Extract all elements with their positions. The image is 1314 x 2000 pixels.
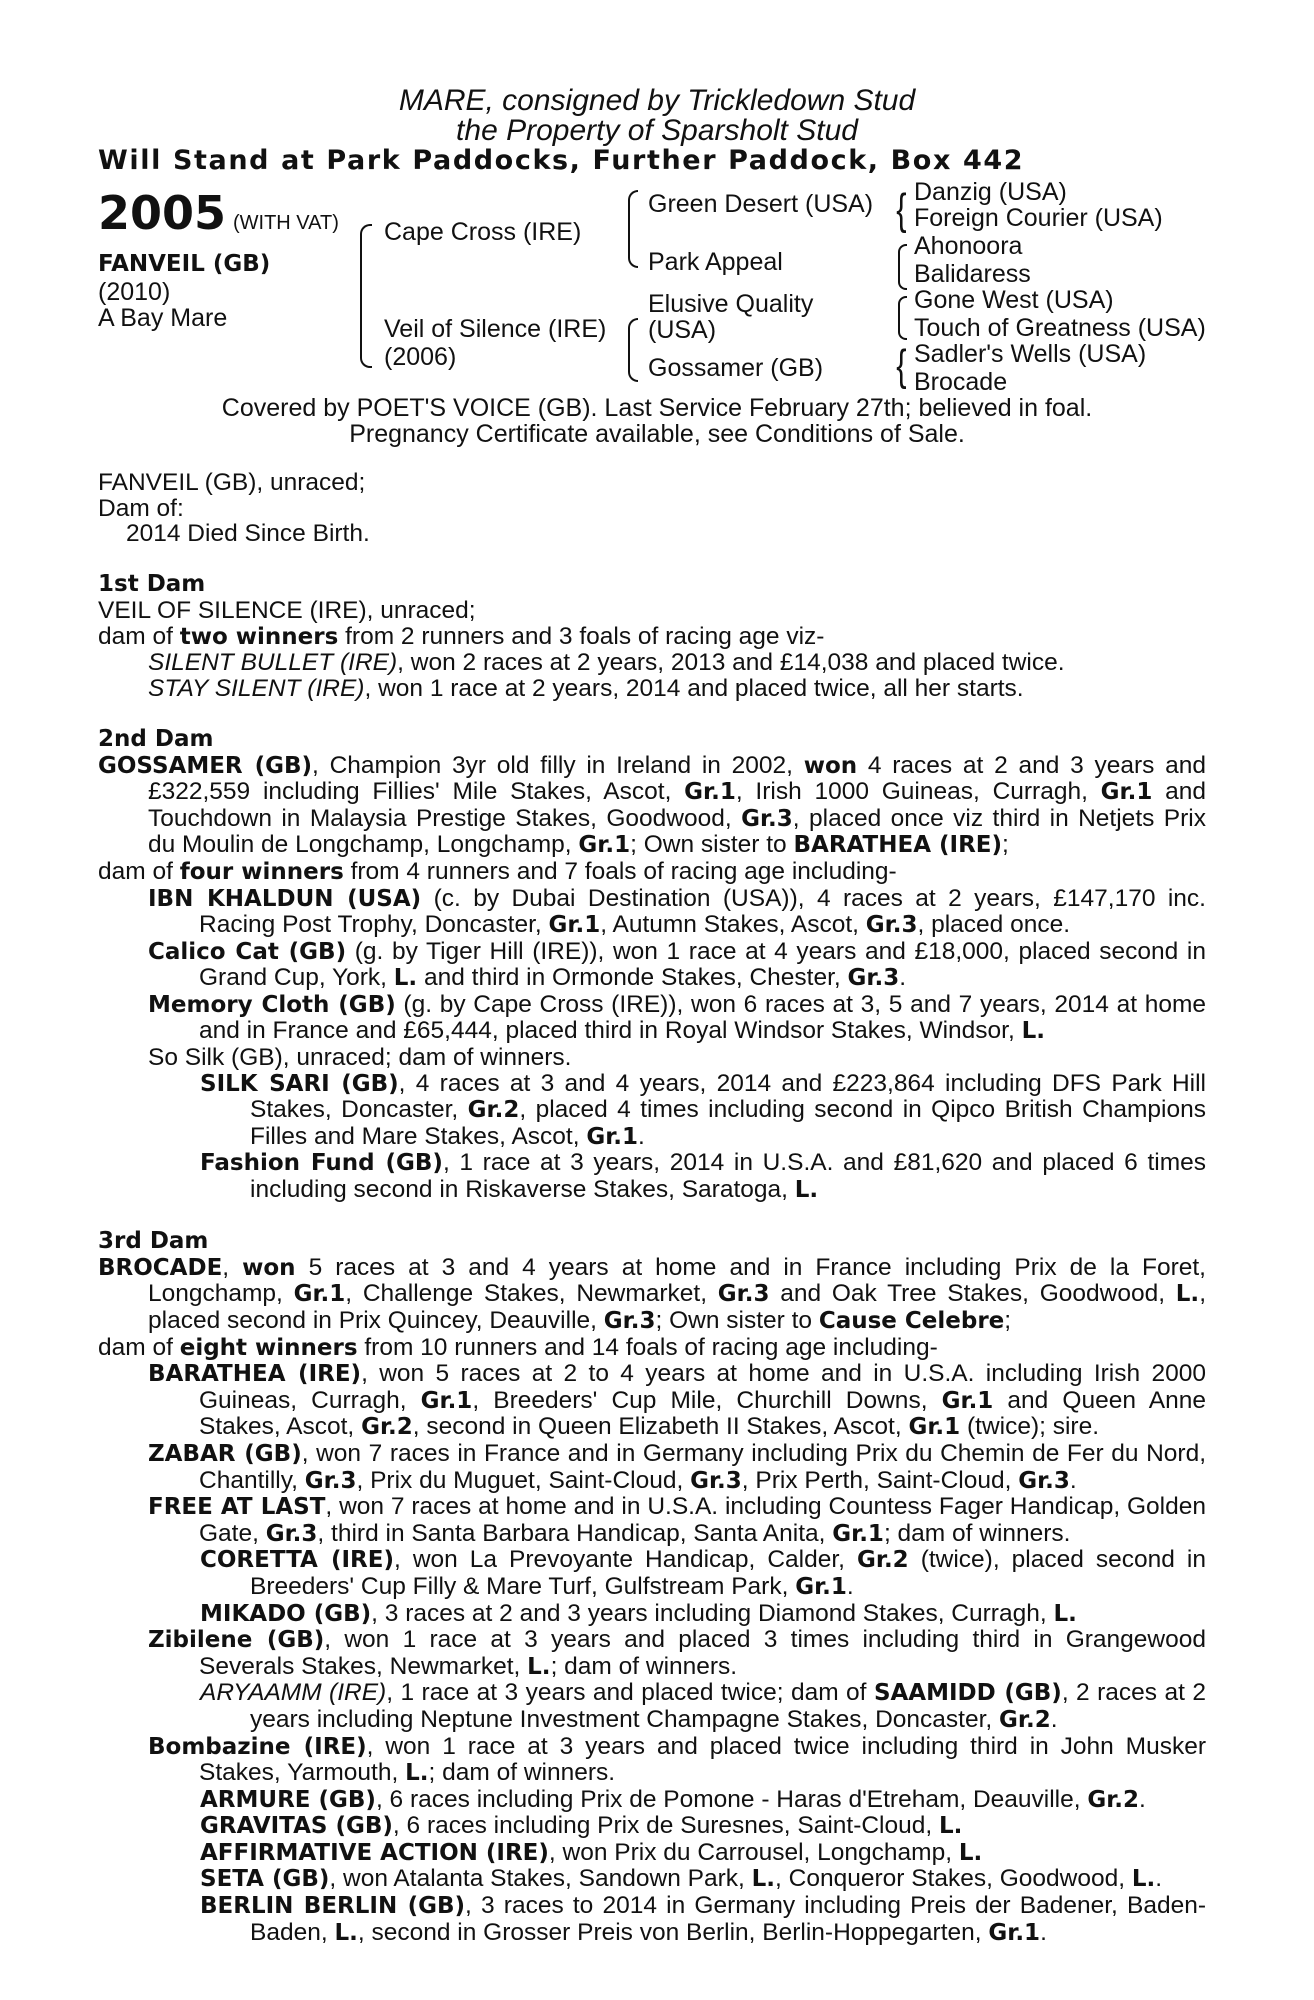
pedigree-dss: Gone West (USA) [914, 286, 1114, 314]
pregnancy-note: Pregnancy Certificate available, see Conditions of Sale. [349, 420, 965, 448]
pedigree-ddd: Brocade [914, 368, 1008, 396]
first-dam-progeny-1: SILENT BULLET (IRE), won 2 races at 2 years, 2013 and £14,038 and placed twice. [148, 649, 1065, 677]
third-dam-grandprogeny-1: CORETTA (IRE), won La Prevoyante Handicap, Calder, Gr.2 (twice), placed second in Breeders' Cup Filly & Mare Turf, Gulfstream Park, Gr.1. [200, 1546, 1206, 1600]
bracket-sd [898, 244, 907, 290]
third-dam-grandprogeny-3: ARYAAMM (IRE), 1 race at 3 years and placed twice; dam of SAAMIDD (GB), 2 races at 2 years including Neptune Investment Champagne Stakes, Doncaster, Gr.2. [200, 1679, 1206, 1733]
third-dam-grandprogeny-4: ARMURE (GB), 6 races including Prix de Pomone - Haras d'Etreham, Deauville, Gr.2. [200, 1785, 1146, 1813]
third-dam-grandprogeny-8: BERLIN BERLIN (GB), 3 races to 2014 in Germany including Preis der Badener, Baden-Baden, L., second in Grosser Preis von Berlin, Berlin-Hoppegarten, Gr.1. [200, 1892, 1207, 1946]
first-dam-progeny-2: STAY SILENT (IRE), won 1 race at 2 years, 2014 and placed twice, all her starts. [148, 674, 1024, 702]
produce-line-2: Dam of: [98, 494, 184, 522]
lot-number-block [98, 186, 339, 240]
pedigree-sss: Danzig (USA) [914, 178, 1067, 206]
third-dam-grandprogeny-7: SETA (GB), won Atalanta Stakes, Sandown Park, L., Conqueror Stakes, Goodwood, L.. [200, 1865, 1163, 1893]
pedigree-ssd: Foreign Courier (USA) [914, 204, 1163, 232]
produce-record [98, 470, 1206, 1946]
pedigree-sire-dam: Park Appeal [648, 248, 783, 276]
pedigree-dam-sire-line1: Elusive Quality [648, 290, 814, 318]
third-dam-progeny-2: ZABAR (GB), won 7 races in France and in Germany including Prix du Chemin de Fer du Nord, Chantilly, Gr.3, Prix du Muguet, Saint-Cloud, Gr.3, Prix Perth, Saint-Cloud, Gr.3. [148, 1439, 1206, 1494]
third-dam-grandprogeny-6: AFFIRMATIVE ACTION (IRE), won Prix du Carrousel, Longchamp, L. [200, 1838, 983, 1866]
horse-year: (2010) [98, 278, 171, 306]
third-dam-progeny-3: FREE AT LAST, won 7 races at home and in U.S.A. including Countess Fager Handicap, Golden Gate, Gr.3, third in Santa Barbara Handicap, Santa Anita, Gr.1; dam of winners. [148, 1493, 1206, 1547]
brace-ss: { [896, 185, 907, 234]
produce-line-3: 2014 Died Since Birth. [126, 520, 370, 548]
first-dam-summary: dam of two winners from 2 runners and 3 foals of racing age viz- [98, 622, 825, 650]
pedigree-dam-dam: Gossamer (GB) [648, 354, 824, 382]
pedigree-sds: Ahonoora [914, 232, 1023, 260]
second-dam-progeny-2: Calico Cat (GB) (g. by Tiger Hill (IRE)), won 1 race at 4 years and £18,000, placed second in Grand Cup, York, L. and third in Ormonde Stakes, Chester, Gr.3. [148, 937, 1206, 992]
pedigree-sdd: Balidaress [914, 260, 1031, 288]
second-dam-record: GOSSAMER (GB), Champion 3yr old filly in Ireland in 2002, won 4 races at 2 and 3 years and £322,559 including Fillies' Mile Stakes, Ascot, Gr.1, Irish 1000 Guineas, Curragh, Gr.1 and Touchdown in Malaysia Prestige Stakes, Goodwood, Gr.3, placed once viz third in Netjets Prix du Moulin de Longchamp, Longchamp, Gr.1; Own sister to BARATHEA (IRE); [98, 751, 1207, 859]
bracket-ds [898, 296, 907, 340]
lot-number: 2005 [98, 186, 227, 240]
horse-name: FANVEIL (GB) [98, 251, 271, 277]
dam-bracket [628, 318, 638, 382]
third-dam-progeny-5: Bombazine (IRE), won 1 race at 3 years and placed twice including third in John Musker Stakes, Yarmouth, L.; dam of winners. [148, 1732, 1207, 1787]
third-dam-grandprogeny-2: MIKADO (GB), 3 races at 2 and 3 years including Diamond Stakes, Curragh, L. [200, 1599, 1077, 1627]
pedigree-dsd: Touch of Greatness (USA) [914, 314, 1206, 342]
second-dam-progeny-4: So Silk (GB), unraced; dam of winners. [148, 1044, 572, 1072]
second-dam-grandprogeny-1: SILK SARI (GB), 4 races at 3 and 4 years, 2014 and £223,864 including DFS Park Hill Stakes, Doncaster, Gr.2, placed 4 times including second in Qipco British Champions Filles and Mare Stakes, Ascot, Gr.1. [200, 1069, 1207, 1150]
third-dam-progeny-1: BARATHEA (IRE), won 5 races at 2 to 4 years at home and in U.S.A. including Irish 2000 Guineas, Curragh, Gr.1, Breeders' Cup Mile, Churchill Downs, Gr.1 and Queen Anne Stakes, Ascot, Gr.2, second in Queen Elizabeth II Stakes, Ascot, Gr.1 (twice); sire. [148, 1360, 1206, 1441]
brace-dd: { [896, 341, 907, 390]
first-dam-heading: 1st Dam [98, 571, 206, 598]
gen1-bracket [360, 224, 372, 368]
header-location: Will Stand at Park Paddocks, Further Paddock, Box 442 [98, 145, 1025, 176]
third-dam-record: BROCADE, won 5 races at 3 and 4 years at home and in France including Prix de la Foret, Longchamp, Gr.1, Challenge Stakes, Newmarket, Gr.3 and Oak Tree Stakes, Goodwood, L., placed second in Prix Quincey, Deauville, Gr.3; Own sister to Cause Celebre; [98, 1253, 1206, 1334]
header-consignor: MARE, consigned by Trickledown Stud [398, 84, 916, 117]
first-dam-name: VEIL OF SILENCE (IRE), unraced; [98, 596, 476, 624]
pedigree-dam: Veil of Silence (IRE) [384, 315, 607, 343]
covering-note: Covered by POET'S VOICE (GB). Last Service February 27th; believed in foal. [221, 394, 1093, 422]
third-dam-heading: 3rd Dam [98, 1228, 209, 1255]
second-dam-summary: dam of four winners from 4 runners and 7 foals of racing age including- [98, 857, 897, 885]
header-property: the Property of Sparsholt Stud [456, 114, 858, 147]
horse-description: A Bay Mare [98, 304, 228, 332]
pedigree-dds: Sadler's Wells (USA) [914, 340, 1147, 368]
second-dam-progeny-1: IBN KHALDUN (USA) (c. by Dubai Destination (USA)), 4 races at 2 years, £147,170 inc. Racing Post Trophy, Doncaster, Gr.1, Autumn Stakes, Ascot, Gr.3, placed once. [148, 884, 1206, 939]
pedigree-dam-sire-line2: (USA) [648, 316, 717, 344]
second-dam-grandprogeny-2: Fashion Fund (GB), 1 race at 3 years, 2014 in U.S.A. and £81,620 and placed 6 times including second in Riskaverse Stakes, Saratoga, L. [200, 1149, 1206, 1204]
pedigree-dam-year: (2006) [384, 343, 457, 371]
third-dam-progeny-4: Zibilene (GB), won 1 race at 3 years and placed 3 times including third in Grangewood Severals Stakes, Newmarket, L.; dam of winners. [148, 1626, 1207, 1680]
sire-bracket [628, 190, 638, 268]
pedigree-sire: Cape Cross (IRE) [384, 218, 582, 246]
third-dam-grandprogeny-5: GRAVITAS (GB), 6 races including Prix de Suresnes, Saint-Cloud, L. [200, 1812, 963, 1840]
third-dam-summary: dam of eight winners from 10 runners and 14 foals of racing age including- [98, 1333, 938, 1361]
produce-line-1: FANVEIL (GB), unraced; [98, 469, 366, 496]
vat-note: (WITH VAT) [232, 212, 339, 234]
second-dam-heading: 2nd Dam [98, 725, 214, 752]
pedigree-sire-sire: Green Desert (USA) [648, 190, 874, 218]
second-dam-progeny-3: Memory Cloth (GB) (g. by Cape Cross (IRE)), won 6 races at 3, 5 and 7 years, 2014 at home and in France and £65,444, placed third in Royal Windsor Stakes, Windsor, L. [148, 990, 1206, 1045]
